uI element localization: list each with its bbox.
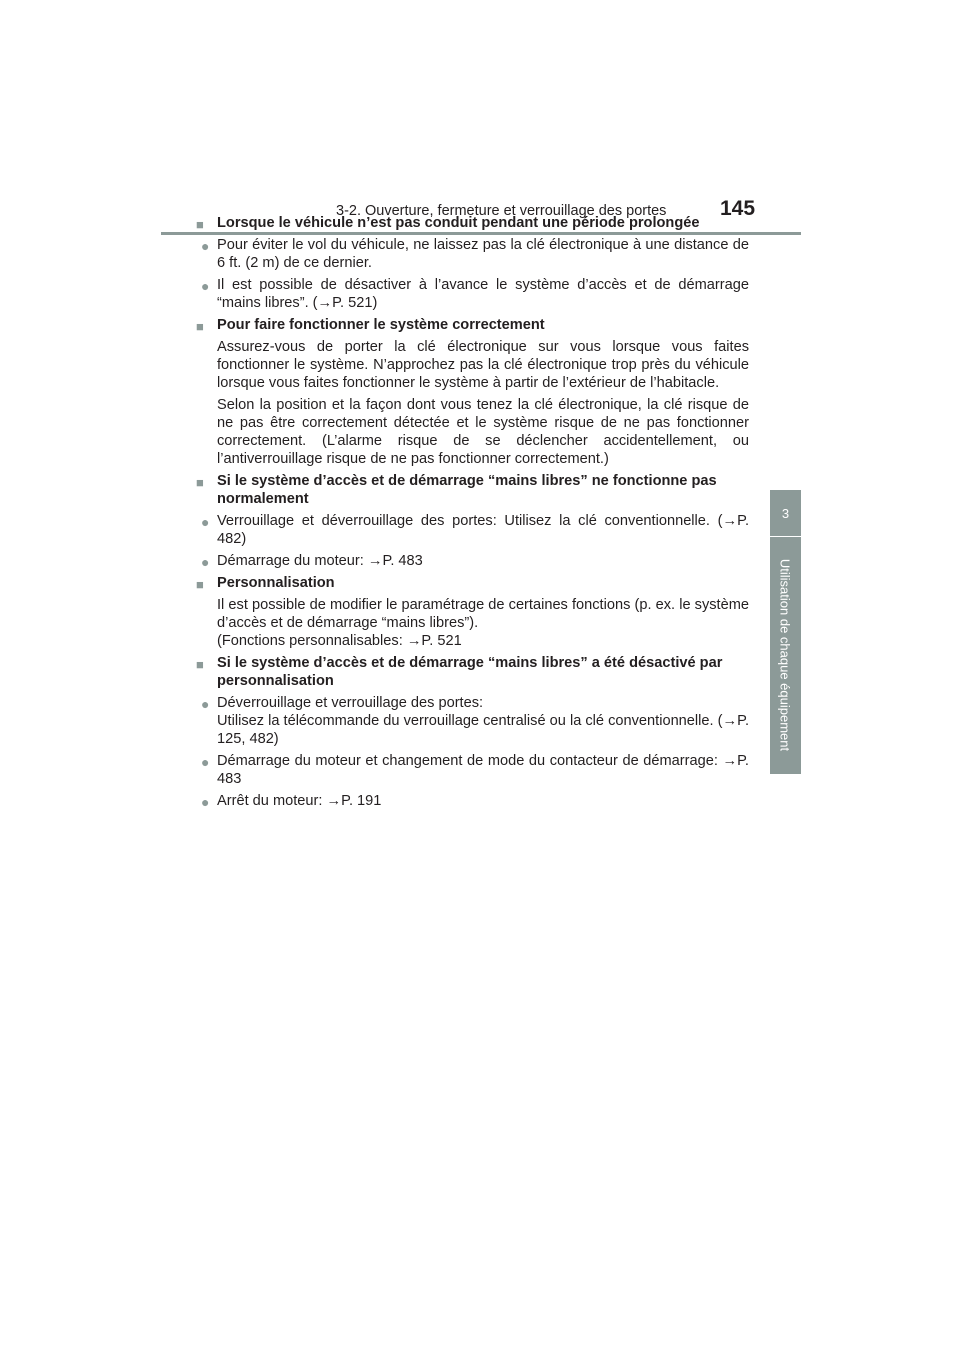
paragraph: Selon la position et la façon dont vous tenez la clé électronique, la clé risque de ne pas être correctement détectée et le système risque de ne pas fonctionner correctement. (L’alarme risque de se déclencher accidentellement, ou l’antiverrouillage risque de ne pas fonctionner correctement.): [217, 397, 749, 467]
square-bullet-icon: ■: [196, 319, 204, 334]
circle-bullet-icon: ●: [201, 794, 210, 810]
section-long-period: [196, 214, 749, 312]
section-heading: ■ Pour faire fonctionner le système correctement: [196, 317, 545, 334]
circle-bullet-icon: ●: [201, 554, 210, 570]
circle-bullet-icon: ●: [201, 514, 210, 530]
bullet-item: ● Il est possible de désactiver à l’avance le système d’accès et de démarrage “mains libres”. (→P. 521): [201, 277, 749, 311]
page-number: 145: [720, 197, 756, 220]
circle-bullet-icon: ●: [201, 754, 210, 770]
circle-bullet-icon: ●: [201, 238, 210, 254]
section-heading: ■ Si le système d’accès et de démarrage “mains libres” ne fonctionne pas normalement: [196, 473, 717, 507]
circle-bullet-icon: ●: [201, 696, 210, 712]
bullet-item: ● Pour éviter le vol du véhicule, ne laissez pas la clé électronique à une distance de 6 ft. (2 m) de ce dernier.: [201, 237, 749, 271]
bullet-item: ● Démarrage du moteur: →P. 483: [201, 553, 423, 570]
section-customization: [196, 574, 749, 650]
section-not-working: [196, 472, 749, 570]
square-bullet-icon: ■: [196, 217, 204, 232]
paragraph: Utilisez la télécommande du verrouillage centralisé ou la clé conventionnelle. (→P. 125, 482): [217, 713, 749, 747]
chapter-tab-number: 3: [770, 490, 801, 536]
bullet-item: ● Démarrage du moteur et changement de mode du contacteur de démarrage: →P. 483: [201, 753, 749, 787]
section-correct-operation: [196, 316, 749, 468]
section-deactivated: [196, 654, 749, 810]
chapter-tab-title: Utilisation de chaque équipement: [777, 558, 793, 752]
circle-bullet-icon: ●: [201, 278, 210, 294]
paragraph: Il est possible de modifier le paramétrage de certaines fonctions (p. ex. le système d’accès et de démarrage “mains libres”).: [217, 597, 749, 631]
section-heading: ■ Si le système d’accès et de démarrage “mains libres” a été désactivé par personnalisation: [196, 655, 723, 689]
page-body: [196, 214, 749, 814]
square-bullet-icon: ■: [196, 475, 204, 490]
bullet-item: ● Déverrouillage et verrouillage des portes:: [201, 695, 484, 712]
running-header-section-title: 3-2. Ouverture, fermeture et verrouillage des portes: [336, 203, 667, 219]
section-heading: ■ Lorsque le véhicule n’est pas conduit pendant une période prolongée: [196, 215, 700, 232]
paragraph: (Fonctions personnalisables: →P. 521: [217, 633, 462, 649]
bullet-item: ● Arrêt du moteur: →P. 191: [201, 793, 382, 810]
square-bullet-icon: ■: [196, 577, 204, 592]
bullet-item: ● Verrouillage et déverrouillage des portes: Utilisez la clé conventionnelle. (→P. 482): [201, 513, 749, 547]
section-heading: ■ Personnalisation: [196, 575, 335, 592]
square-bullet-icon: ■: [196, 657, 204, 672]
paragraph: Assurez-vous de porter la clé électronique sur vous lorsque vous faites fonctionner le système. N’approchez pas la clé électronique trop près du véhicule lorsque vous faites fonctionner le système à partir de l’extérieur de l’habitacle.: [217, 339, 749, 391]
